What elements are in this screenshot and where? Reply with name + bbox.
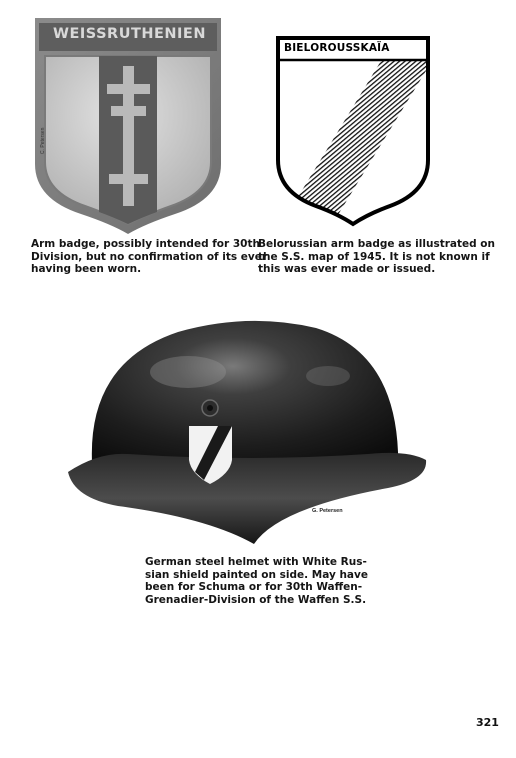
caption-line: the S.S. map of 1945. It is not known if <box>258 250 490 263</box>
caption-line: sian shield painted on side. May have <box>145 568 368 581</box>
caption-line: Division, but no confirmation of its ever <box>31 250 268 263</box>
caption-line: German steel helmet with White Rus- <box>145 556 367 568</box>
badge-drawing-figure <box>270 32 436 228</box>
belorousskaia-badge-drawing <box>270 32 436 228</box>
photo-credit-badge: C. Petersen <box>40 127 46 154</box>
page-number: 321 <box>476 716 499 729</box>
photo-credit-helmet: G. Petersen <box>312 508 343 514</box>
caption-line: Arm badge, possibly intended for 30th <box>31 238 260 250</box>
helmet-photo-figure <box>58 312 434 548</box>
steel-helmet-photo <box>58 312 434 548</box>
caption-line: Belorussian arm badge as illustrated on <box>258 238 495 250</box>
caption-line: this was ever made or issued. <box>258 263 436 275</box>
caption-line: Grenadier-Division of the Waffen S.S. <box>145 593 367 606</box>
caption-line: been for Schuma or for 30th Waffen- <box>145 581 363 593</box>
badge-photo-lettering: WEISSRUTHENIEN <box>53 26 206 42</box>
weissruthenien-badge-photo <box>25 14 230 236</box>
badge-drawing-caption <box>258 238 495 276</box>
badge-photo-caption <box>31 238 267 276</box>
badge-photo-figure <box>25 14 230 236</box>
helmet-photo-caption <box>145 556 368 606</box>
badge-drawing-lettering: BIELOROUSSKAÏA <box>284 42 390 54</box>
caption-line: having been worn. <box>31 263 142 275</box>
